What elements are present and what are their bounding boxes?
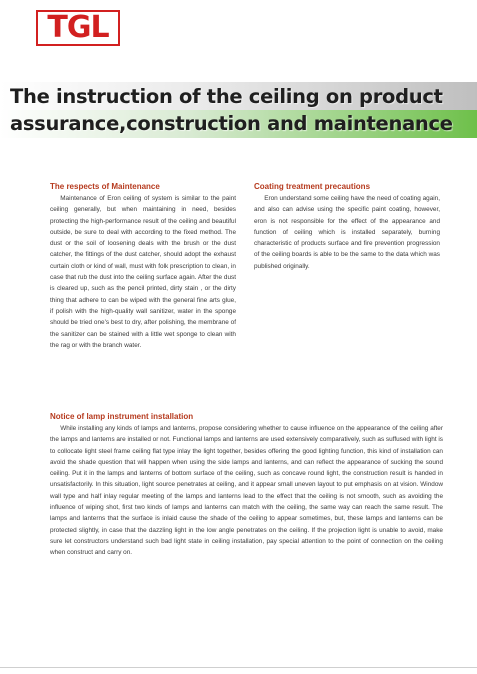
logo-text: TGL: [47, 10, 109, 45]
lamp-heading: Notice of lamp instrument installation: [50, 412, 194, 421]
page-title-line-1: The instruction of the ceiling on product: [10, 85, 443, 108]
maintenance-paragraph: Maintenance of Eron ceiling of system is similar to the paint ceiling generally, but when maintaining in need, besides protecting the high-performance result of the ceiling and beautiful outside, be sure to deal with according to the fixed method. The dust or the soil of loosening deals with the brush or the dust catcher, the fittings of the dust catcher, should adopt the exhaust curtain cloth or kind of wall, must with folk prescription to clean, in case that rub the dust into the ceiling surface again. After the dust is cleared up, such as the pencil printed, dirty stain , or the dirty thing that adhere to can be wiped with the general fine arts glue, if polish with the high-quality wall sanitizer, water in the sponge should be tried one's best to dry, after polishing, the membrane of the sanitizer can be stained with a little wet sponge to clean with the rag or with the branch water.: [50, 195, 236, 349]
lamp-paragraph: While installing any kinds of lamps and lanterns, propose considering whether to cause influence on the appearance of the ceiling after the lamps and lanterns are installed or not. Functional lamps and lanterns are used extensively comparatively, such as suffused with light is to collocate light steel frame ceiling flat type inlay the light together, besides offering the good lighting function, this kind of installation can avoid the shade question that will happen when using the side lamps and lanterns, and can reflect the appearance of sucking the sound ceiling. Put it in the lamps and lanterns of bottom surface of the ceiling, such as concave round light, the construction result is handed in unsatisfactorily. In this situation, light source penetrates at ceiling, and it appear small uneven layout to put emphasis on at vision. Window wall type and half inlay regular meeting of the lamps and lanterns lead to the effect that the ceiling is not smooth, such as avoiding the influence of wiping shot, first two kinds of lamps and lanterns can match with the ceiling, the same way can reach the same result. The lamps and lanterns that the surface is inlaid cause the shade of the ceiling to appear sometimes, but, these lamps and lanterns can be protected slightly, in case that the dazzling light in the low angle penetrates on the ceiling. If the projection light is unable to avoid, make sure let constructors understand such bad light state in ceiling installation, pay special attention to the point of connection on the ceiling when construct and carry on.: [50, 425, 443, 557]
company-logo: [36, 10, 120, 46]
coating-paragraph: Eron understand some ceiling have the need of coating again, and also can advise using the specific paint coating, however, eron is not responsible for the effect of the appearance and function of ceiling which is installed separately, burning characteristic of products surface and fire prevention progression of the ceiling boards is able to be the same to the data which was published originally.: [254, 195, 440, 270]
maintenance-heading: The respects of Maintenance: [50, 182, 160, 191]
page-title-line-2: assurance,construction and maintenance: [10, 112, 453, 135]
bottom-divider: [0, 667, 477, 668]
coating-heading: Coating treatment precautions: [254, 182, 371, 191]
title-banner: [0, 82, 477, 138]
